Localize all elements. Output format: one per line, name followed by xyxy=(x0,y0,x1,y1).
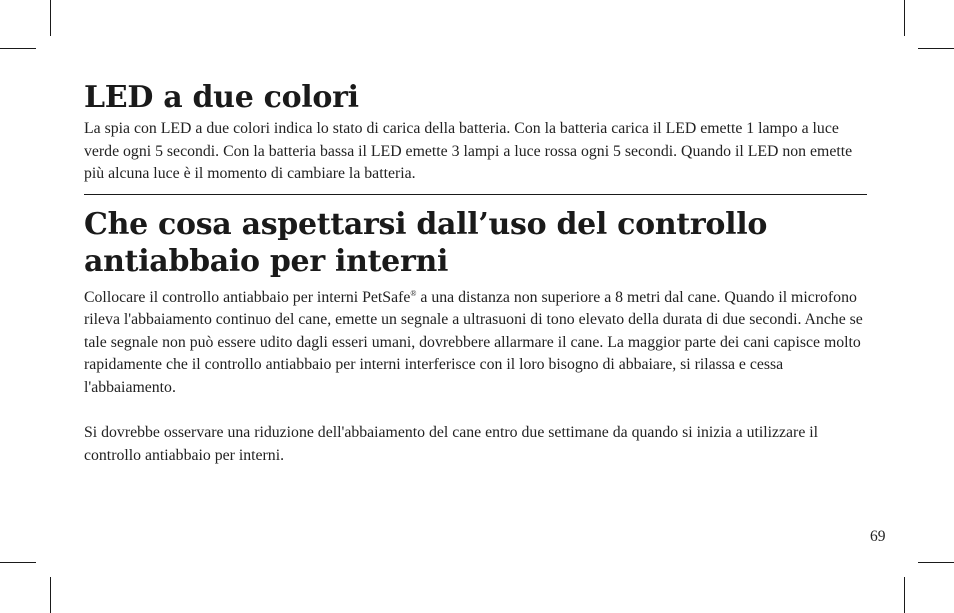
led-section-title: LED a due colori xyxy=(84,80,359,115)
crop-mark-top-left-vertical xyxy=(50,0,51,36)
expect-section-title: Che cosa aspettarsi dall’uso del controllo antiabbaio per interni xyxy=(84,206,768,279)
page-content xyxy=(84,80,874,467)
registered-trademark-mark: ® xyxy=(410,288,417,298)
led-section-body: La spia con LED a due colori indica lo stato di carica della batteria. Con la batteria carica il LED emette 1 lampo a luce verde ogni 5 secondi. Con la batteria bassa il LED emette 3 lampi a luce rossa ogni 5 secondi. Quando il LED non emette più alcuna luce è il momento di cambiare la batteria. xyxy=(84,120,853,182)
paragraph-1-rest: a una distanza non superiore a 8 metri dal cane. Quando il microfono rileva l'abbaiamento continuo del cane, emette un segnale a ultrasuoni di tono elevato della durata di due secondi. Anche se tale segnale non può essere udito dagli esseri umani, dovrebbere allarmare il cane. La maggior parte dei cani capisce molto rapidamente che il controllo antiabbaio per interni interferisce con il loro bisogno di abbaiare, si rilassa e cessa l'abbaiamento. xyxy=(84,288,863,396)
expect-section-paragraph-2: Si dovrebbe osservare una riduzione dell'abbaiamento del cane entro due settimane da quando si inizia a utilizzare il controllo antiabbaio per interni. xyxy=(84,424,819,464)
crop-mark-top-left-horizontal xyxy=(0,48,36,49)
page-number: 69 xyxy=(870,528,886,545)
crop-mark-bottom-right-horizontal xyxy=(918,562,954,563)
section-divider xyxy=(84,194,867,195)
crop-mark-top-right-horizontal xyxy=(918,48,954,49)
paragraph-1-start: Collocare il controllo antiabbaio per interni PetSafe xyxy=(84,288,411,306)
crop-mark-bottom-left-horizontal xyxy=(0,562,36,563)
crop-mark-bottom-left-vertical xyxy=(50,577,51,613)
expect-section-paragraph-1 xyxy=(84,287,874,400)
crop-mark-top-right-vertical xyxy=(904,0,905,36)
crop-mark-bottom-right-vertical xyxy=(904,577,905,613)
